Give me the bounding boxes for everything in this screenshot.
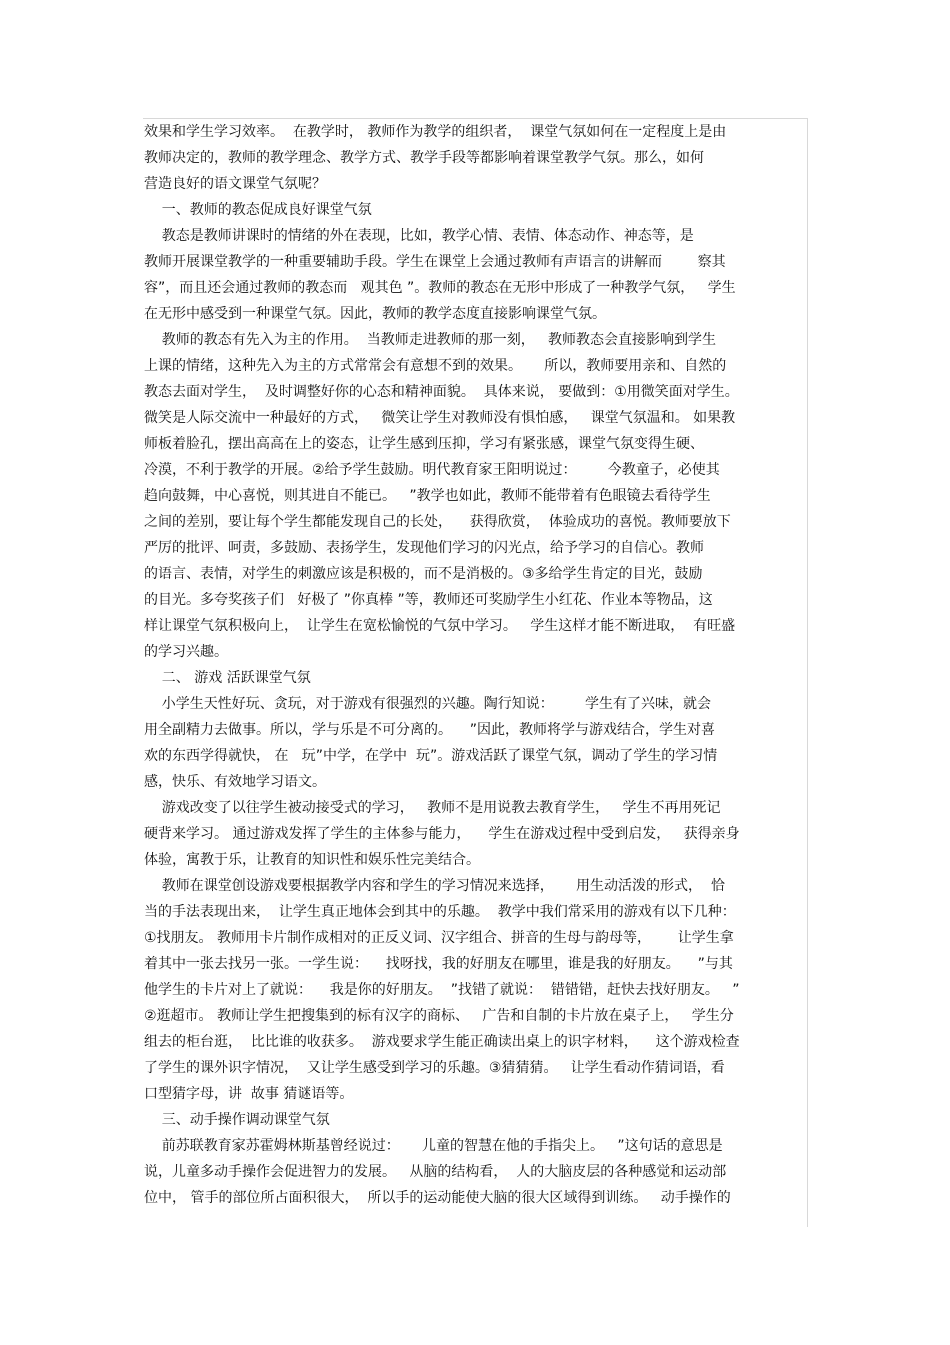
text-line: 教师在课堂创设游戏要根据教学内容和学生的学习情况来选择， 用生动活泼的形式， 恰 xyxy=(144,878,725,894)
text-line: 在无形中感受到一种课堂气氛。因此，教师的教学态度直接影响课堂气氛。 xyxy=(144,306,606,322)
text-line: 的目光。多夸奖孩子们 好极了 ”你真棒 ”等，教师还可奖励学生小红花、作业本等物品，这 xyxy=(144,592,713,608)
text-line: 三、动手操作调动课堂气氛 xyxy=(144,1112,330,1128)
text-line: 冷漠，不利于教学的开展。②给予学生鼓励。明代教育家王阳明说过： 今教童子，必使其 xyxy=(144,462,720,478)
text-line: 效果和学生学习效率。 在教学时， 教师作为教学的组织者， 课堂气氛如何在一定程度上是由 xyxy=(144,124,727,140)
text-line: 感，快乐、有效地学习语文。 xyxy=(144,774,326,790)
text-line: 组去的柜台逛， 比比谁的收获多。 游戏要求学生能正确读出桌上的识字材料， 这个游戏检查 xyxy=(144,1034,740,1050)
text-line: 教态是教师讲课时的情绪的外在表现，比如，教学心情、表情、体态动作、神态等，是 xyxy=(144,228,694,244)
text-line: 微笑是人际交流中一种最好的方式， 微笑让学生对教师没有惧怕感， 课堂气氛温和。 如果教 xyxy=(144,410,736,426)
text-line: ②逛超市。 教师让学生把搜集到的标有汉字的商标、 广告和自制的卡片放在桌子上， 学生分 xyxy=(144,1008,734,1024)
text-line: 容”，而且还会通过教师的教态而 观其色 ”。教师的教态在无形中形成了一种教学气氛， 学生 xyxy=(144,280,736,296)
text-line: 着其中一张去找另一张。一学生说： 找呀找，我的好朋友在哪里，谁是我的好朋友。 ”与其 xyxy=(144,956,733,972)
text-line: 师板着脸孔，摆出高高在上的姿态，让学生感到压抑，学习有紧张感，课堂气氛变得生硬、 xyxy=(144,436,704,452)
text-line: 一、教师的教态促成良好课堂气氛 xyxy=(144,202,372,218)
text-line: 上课的情绪，这种先入为主的方式常常会有意想不到的效果。 所以，教师要用亲和、自然的 xyxy=(144,358,727,374)
text-line: 用全副精力去做事。所以，学与乐是不可分离的。 ”因此，教师将学与游戏结合，学生对喜 xyxy=(144,722,716,738)
text-line: 教师的教态有先入为主的作用。 当教师走进教师的那一刻， 教师教态会直接影响到学生 xyxy=(144,332,717,348)
text-line: 欢的东西学得就快， 在 玩”中学，在学中 玩”。游戏活跃了课堂气氛，调动了学生的学习情 xyxy=(144,748,718,764)
text-line: 二、 游戏 活跃课堂气氛 xyxy=(144,670,311,686)
text-line: 说，儿童多动手操作会促进智力的发展。 从脑的结构看， 人的大脑皮层的各种感觉和运动部 xyxy=(144,1164,727,1180)
text-line: 当的手法表现出来， 让学生真正地体会到其中的乐趣。 教学中我们常采用的游戏有以下几种： xyxy=(144,904,736,920)
text-line: 位中， 管手的部位所占面积很大， 所以手的运动能使大脑的很大区域得到训练。 动手操作的 xyxy=(144,1190,731,1206)
text-line: 趋向鼓舞，中心喜悦，则其进自不能已。 ”教学也如此，教师不能带着有色眼镜去看待学生 xyxy=(144,488,711,504)
text-line: 口型猜字母，讲 故事 猜谜语等。 xyxy=(144,1086,354,1102)
text-line: 的语言、表情，对学生的刺激应该是积极的，而不是消极的。③多给学生肯定的目光，鼓励 xyxy=(144,566,703,582)
text-line: 硬背来学习。 通过游戏发挥了学生的主体参与能力， 学生在游戏过程中受到启发， 获得亲身 xyxy=(144,826,740,842)
text-line: 体验，寓教于乐，让教育的知识性和娱乐性完美结合。 xyxy=(144,852,480,868)
text-line: 严厉的批评、呵责，多鼓励、表扬学生，发现他们学习的闪光点，给予学习的自信心。教师 xyxy=(144,540,704,556)
text-line: 前苏联教育家苏霍姆林斯基曾经说过： 儿童的智慧在他的手指尖上。 ”这句话的意思是 xyxy=(144,1138,723,1154)
text-line: 教态去面对学生， 及时调整好你的心态和精神面貌。 具体来说， 要做到：①用微笑面对学生。 xyxy=(144,384,739,400)
text-line: 游戏改变了以往学生被动接受式的学习， 教师不是用说教去教育学生， 学生不再用死记 xyxy=(144,800,721,816)
text-line: 样让课堂气氛积极向上， 让学生在宽松愉悦的气氛中学习。 学生这样才能不断进取， 有旺盛 xyxy=(144,618,736,634)
text-line: 了学生的课外识字情况， 又让学生感受到学习的乐趣。③猜猜猜。 让学生看动作猜词语，看 xyxy=(144,1060,725,1076)
text-line: 教师决定的，教师的教学理念、教学方式、教学手段等都影响着课堂教学气氛。那么，如何 xyxy=(144,150,704,166)
text-line: 教师开展课堂教学的一种重要辅助手段。学生在课堂上会通过教师有声语言的讲解而 察其 xyxy=(144,254,726,270)
text-line: 小学生天性好玩、贪玩，对于游戏有很强烈的兴趣。陶行知说： 学生有了兴味，就会 xyxy=(144,696,711,712)
text-line: 的学习兴趣。 xyxy=(144,644,228,660)
text-line: 他学生的卡片对上了就说： 我是你的好朋友。 ”找错了就说： 错错错，赶快去找好朋友。 ” xyxy=(144,982,740,998)
body-text xyxy=(144,119,806,1211)
text-line: 营造良好的语文课堂气氛呢？ xyxy=(144,176,326,192)
text-line: ①找朋友。 教师用卡片制作成相对的正反义词、汉字组合、拼音的生母与韵母等， 让学生拿 xyxy=(144,930,734,946)
text-line: 之间的差别，要让每个学生都能发现自己的长处， 获得欣赏， 体验成功的喜悦。教师要放下 xyxy=(144,514,731,530)
